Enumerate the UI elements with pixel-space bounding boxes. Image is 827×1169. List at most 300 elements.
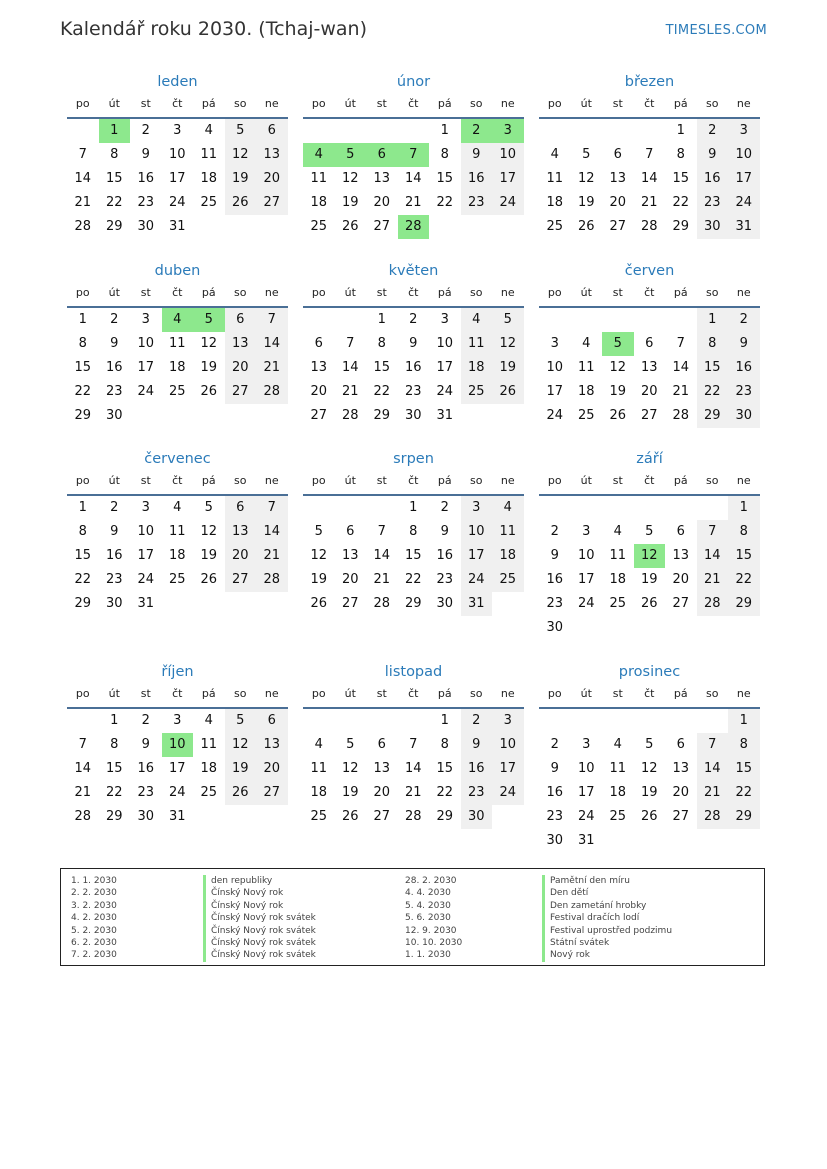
day-cell: 17 [137, 360, 155, 375]
weekday-label: st [612, 286, 623, 299]
weekday-label: po [311, 474, 326, 487]
day-cell: 15 [728, 757, 760, 781]
day-cell: 7 [78, 147, 87, 162]
day-cell: 8 [697, 332, 729, 356]
holiday-name: Čínský Nový rok [203, 900, 316, 912]
day-cell: 4 [613, 524, 622, 539]
day-cell: 9 [728, 332, 760, 356]
day-cell: 13 [310, 360, 328, 375]
day-cell: 29 [74, 408, 92, 423]
weekday-label: po [75, 687, 90, 700]
weekday-label: čt [172, 687, 183, 700]
day-cell: 9 [461, 733, 493, 757]
day-cell: 12 [341, 761, 359, 776]
holiday-day: 10 [162, 733, 194, 757]
day-cell: 13 [672, 761, 690, 776]
weekday-label: čt [644, 97, 655, 110]
legend-names-right [542, 875, 672, 962]
day-cell: 27 [310, 408, 328, 423]
day-cell: 24 [168, 785, 186, 800]
holiday-date: 28. 2. 2030 [405, 876, 457, 886]
day-cell: 25 [168, 384, 186, 399]
day-cell: 1 [78, 312, 87, 327]
weekday-label: po [547, 97, 562, 110]
day-cell: 26 [225, 191, 257, 215]
weekday-label: so [234, 286, 247, 299]
day-cell: 20 [256, 757, 288, 781]
day-cell: 2 [141, 123, 150, 138]
day-cell: 20 [373, 785, 391, 800]
holiday-day: 28 [398, 215, 430, 239]
day-cell: 23 [404, 384, 422, 399]
day-cell: 28 [404, 809, 422, 824]
day-cell: 16 [697, 167, 729, 191]
weekday-label: po [75, 286, 90, 299]
day-cell: 27 [225, 568, 257, 592]
day-cell: 24 [461, 568, 493, 592]
weekday-label: ne [500, 97, 515, 110]
day-cell: 25 [492, 568, 524, 592]
weekday-label: pá [673, 97, 688, 110]
weekday-label: so [706, 97, 719, 110]
day-cell: 22 [404, 572, 422, 587]
day-cell: 28 [672, 408, 690, 423]
day-cell: 20 [672, 785, 690, 800]
day-cell: 21 [256, 356, 288, 380]
holiday-day: 1 [99, 119, 131, 143]
weekday-label: čt [172, 97, 183, 110]
day-cell: 4 [492, 496, 524, 520]
day-cell: 23 [697, 191, 729, 215]
day-cell: 1 [697, 308, 729, 332]
day-cell: 25 [609, 809, 627, 824]
day-cell: 23 [137, 195, 155, 210]
day-cell: 7 [256, 308, 288, 332]
day-cell: 19 [200, 360, 218, 375]
day-cell: 1 [676, 123, 685, 138]
holiday-day: 6 [366, 143, 398, 167]
weekday-label: pá [201, 97, 216, 110]
day-cell: 5 [225, 709, 257, 733]
day-cell: 11 [310, 171, 328, 186]
day-cell: 9 [409, 336, 418, 351]
day-cell: 17 [577, 572, 595, 587]
month-title: prosinec [618, 664, 681, 680]
day-cell: 15 [728, 544, 760, 568]
day-cell: 3 [141, 312, 150, 327]
day-cell: 28 [640, 219, 658, 234]
day-cell: 29 [672, 219, 690, 234]
day-cell: 1 [440, 713, 449, 728]
day-cell: 13 [640, 360, 658, 375]
brand-link[interactable]: TIMESLES.COM [665, 23, 767, 38]
day-cell: 30 [728, 404, 760, 428]
weekday-label: ne [500, 286, 515, 299]
day-cell: 5 [346, 737, 355, 752]
day-cell: 20 [256, 167, 288, 191]
day-cell: 12 [225, 733, 257, 757]
day-cell: 23 [546, 809, 564, 824]
day-cell: 17 [436, 360, 454, 375]
day-cell: 25 [609, 596, 627, 611]
day-cell: 2 [697, 119, 729, 143]
day-cell: 8 [110, 737, 119, 752]
day-cell: 25 [310, 219, 328, 234]
day-cell: 27 [672, 596, 690, 611]
weekday-label: po [547, 687, 562, 700]
day-cell: 20 [341, 572, 359, 587]
day-cell: 12 [225, 143, 257, 167]
weekday-label: ne [264, 97, 279, 110]
day-cell: 23 [105, 572, 123, 587]
day-cell: 27 [373, 219, 391, 234]
day-cell: 25 [200, 195, 218, 210]
holiday-day: 5 [193, 308, 225, 332]
day-cell: 28 [74, 809, 92, 824]
day-cell: 19 [640, 572, 658, 587]
day-cell: 29 [404, 596, 422, 611]
weekday-label: so [234, 97, 247, 110]
weekday-label: so [470, 474, 483, 487]
day-cell: 2 [728, 308, 760, 332]
day-cell: 22 [373, 384, 391, 399]
month-listopad [303, 661, 524, 824]
day-cell: 22 [74, 384, 92, 399]
day-cell: 17 [168, 171, 186, 186]
day-cell: 16 [137, 171, 155, 186]
day-cell: 19 [341, 785, 359, 800]
day-cell: 10 [137, 524, 155, 539]
day-cell: 26 [225, 781, 257, 805]
day-cell: 3 [173, 713, 182, 728]
day-cell: 5 [314, 524, 323, 539]
day-cell: 10 [577, 761, 595, 776]
day-cell: 4 [173, 500, 182, 515]
day-cell: 5 [645, 524, 654, 539]
weekday-label: pá [673, 474, 688, 487]
day-cell: 12 [200, 524, 218, 539]
day-cell: 12 [492, 332, 524, 356]
weekday-label: ne [736, 687, 751, 700]
day-cell: 19 [640, 785, 658, 800]
day-cell: 6 [346, 524, 355, 539]
day-cell: 20 [609, 195, 627, 210]
holiday-day: 4 [162, 308, 194, 332]
day-cell: 24 [577, 809, 595, 824]
day-cell: 6 [256, 119, 288, 143]
day-cell: 13 [373, 171, 391, 186]
day-cell: 29 [373, 408, 391, 423]
weekday-label: út [108, 474, 120, 487]
weekday-header [67, 282, 288, 308]
day-cell: 22 [436, 195, 454, 210]
holiday-day: 5 [335, 143, 367, 167]
day-cell: 24 [546, 408, 564, 423]
day-cell: 17 [461, 544, 493, 568]
day-cell: 27 [256, 191, 288, 215]
month-title: září [636, 451, 663, 467]
day-cell: 4 [461, 308, 493, 332]
day-cell: 10 [546, 360, 564, 375]
day-cell: 22 [728, 568, 760, 592]
day-cell: 18 [609, 572, 627, 587]
holiday-name: Čínský Nový rok svátek [203, 925, 316, 937]
holiday-name: Čínský Nový rok [203, 887, 316, 899]
weekday-label: pá [673, 687, 688, 700]
day-cell: 18 [310, 785, 328, 800]
day-cell: 26 [200, 572, 218, 587]
holiday-date: 6. 2. 2030 [71, 937, 117, 948]
day-cell: 22 [436, 785, 454, 800]
day-cell: 12 [609, 360, 627, 375]
day-cell: 14 [404, 761, 422, 776]
holiday-name: Festival dračích lodí [542, 912, 672, 924]
day-cell: 14 [256, 520, 288, 544]
weekday-label: út [580, 687, 592, 700]
day-cell: 6 [645, 336, 654, 351]
weekday-header [67, 683, 288, 709]
month-červenec [67, 448, 288, 611]
weekday-label: út [344, 687, 356, 700]
day-cell: 16 [461, 167, 493, 191]
holiday-date: 5. 4. 2030 [405, 900, 451, 911]
day-cell: 9 [141, 147, 150, 162]
day-cell: 18 [492, 544, 524, 568]
day-cell: 7 [697, 733, 729, 757]
holiday-name: Den dětí [542, 887, 672, 899]
day-cell: 3 [440, 312, 449, 327]
day-cell: 31 [577, 833, 595, 848]
day-cell: 13 [256, 733, 288, 757]
day-cell: 20 [225, 356, 257, 380]
day-cell: 23 [137, 785, 155, 800]
day-cell: 7 [676, 336, 685, 351]
day-cell: 21 [640, 195, 658, 210]
day-cell: 24 [168, 195, 186, 210]
weekday-label: st [612, 474, 623, 487]
legend-names-left [203, 875, 316, 962]
weekday-label: po [75, 474, 90, 487]
day-cell: 18 [461, 356, 493, 380]
day-cell: 23 [461, 191, 493, 215]
day-cell: 24 [492, 781, 524, 805]
holiday-date: 5. 2. 2030 [71, 925, 117, 936]
day-cell: 15 [404, 548, 422, 563]
day-cell: 25 [310, 809, 328, 824]
weekday-label: út [108, 286, 120, 299]
weekday-label: ne [736, 286, 751, 299]
day-cell: 1 [377, 312, 386, 327]
day-cell: 20 [225, 544, 257, 568]
day-cell: 5 [225, 119, 257, 143]
holiday-day: 4 [303, 143, 335, 167]
day-cell: 24 [137, 572, 155, 587]
day-cell: 6 [225, 308, 257, 332]
day-cell: 26 [341, 219, 359, 234]
holiday-name: Státní svátek [542, 937, 672, 949]
day-cell: 26 [577, 219, 595, 234]
weekday-label: st [612, 687, 623, 700]
day-cell: 28 [697, 592, 729, 616]
day-cell: 10 [728, 143, 760, 167]
weekday-label: so [706, 286, 719, 299]
day-cell: 30 [105, 408, 123, 423]
month-title: únor [396, 74, 431, 90]
day-cell: 29 [728, 805, 760, 829]
day-cell: 25 [200, 785, 218, 800]
month-title: leden [157, 74, 198, 90]
day-cell: 27 [225, 380, 257, 404]
month-únor [303, 71, 524, 234]
weekday-label: pá [201, 687, 216, 700]
weekday-label: po [311, 97, 326, 110]
weekday-label: so [470, 687, 483, 700]
day-cell: 9 [141, 737, 150, 752]
day-cell: 22 [105, 195, 123, 210]
weekday-label: čt [408, 474, 419, 487]
day-cell: 29 [436, 809, 454, 824]
day-cell: 31 [168, 809, 186, 824]
weekday-header [303, 470, 524, 496]
day-cell: 27 [672, 809, 690, 824]
day-cell: 30 [546, 833, 564, 848]
weekday-label: ne [500, 474, 515, 487]
day-cell: 10 [461, 520, 493, 544]
month-title: duben [154, 263, 201, 279]
day-cell: 3 [141, 500, 150, 515]
holiday-name: Nový rok [542, 949, 672, 961]
day-cell: 16 [137, 761, 155, 776]
day-cell: 5 [492, 308, 524, 332]
day-cell: 17 [492, 757, 524, 781]
day-cell: 14 [373, 548, 391, 563]
day-cell: 13 [256, 143, 288, 167]
day-cell: 18 [546, 195, 564, 210]
day-cell: 21 [341, 384, 359, 399]
day-cell: 11 [577, 360, 595, 375]
day-cell: 29 [105, 219, 123, 234]
holiday-name: Den zametání hrobky [542, 900, 672, 912]
day-cell: 16 [546, 572, 564, 587]
day-cell: 29 [728, 592, 760, 616]
day-cell: 14 [404, 171, 422, 186]
holiday-day: 7 [398, 143, 430, 167]
day-cell: 3 [492, 709, 524, 733]
weekday-label: út [580, 286, 592, 299]
day-cell: 14 [341, 360, 359, 375]
day-cell: 17 [137, 548, 155, 563]
day-cell: 30 [137, 809, 155, 824]
day-cell: 2 [110, 500, 119, 515]
day-cell: 12 [310, 548, 328, 563]
day-cell: 4 [314, 737, 323, 752]
day-cell: 18 [310, 195, 328, 210]
month-title: listopad [384, 664, 443, 680]
weekday-header [539, 470, 760, 496]
day-cell: 3 [582, 737, 591, 752]
day-cell: 19 [310, 572, 328, 587]
day-cell: 22 [672, 195, 690, 210]
day-cell: 9 [110, 336, 119, 351]
legend-dates-left [71, 875, 117, 962]
day-cell: 6 [256, 709, 288, 733]
weekday-label: st [612, 97, 623, 110]
day-cell: 2 [550, 737, 559, 752]
day-cell: 2 [550, 524, 559, 539]
day-cell: 3 [728, 119, 760, 143]
weekday-label: čt [408, 286, 419, 299]
holiday-date: 1. 1. 2030 [71, 876, 117, 886]
day-cell: 27 [609, 219, 627, 234]
day-cell: 5 [645, 737, 654, 752]
weekday-label: po [75, 97, 90, 110]
holiday-date: 2. 2. 2030 [71, 888, 117, 899]
weekday-label: so [470, 97, 483, 110]
weekday-label: ne [736, 474, 751, 487]
holiday-legend [60, 868, 765, 966]
day-cell: 26 [609, 408, 627, 423]
day-cell: 26 [640, 596, 658, 611]
holiday-name: Čínský Nový rok svátek [203, 949, 316, 961]
day-cell: 18 [168, 360, 186, 375]
day-cell: 1 [78, 500, 87, 515]
day-cell: 11 [168, 524, 186, 539]
day-cell: 21 [74, 785, 92, 800]
weekday-label: po [547, 474, 562, 487]
day-cell: 24 [577, 596, 595, 611]
day-cell: 8 [78, 524, 87, 539]
legend-dates-right [405, 875, 462, 962]
weekday-label: út [344, 286, 356, 299]
day-cell: 31 [168, 219, 186, 234]
weekday-label: ne [264, 286, 279, 299]
day-cell: 9 [550, 548, 559, 563]
day-cell: 8 [78, 336, 87, 351]
day-cell: 11 [461, 332, 493, 356]
day-cell: 6 [377, 737, 386, 752]
month-prosinec [539, 661, 760, 848]
day-cell: 24 [728, 191, 760, 215]
weekday-label: ne [264, 687, 279, 700]
page-title: Kalendář roku 2030. (Tchaj-wan) [60, 18, 367, 40]
day-cell: 11 [609, 761, 627, 776]
weekday-label: st [376, 286, 387, 299]
month-srpen [303, 448, 524, 611]
weekday-label: so [706, 474, 719, 487]
day-cell: 16 [728, 356, 760, 380]
day-cell: 31 [436, 408, 454, 423]
day-cell: 2 [110, 312, 119, 327]
day-cell: 15 [436, 761, 454, 776]
weekday-label: pá [201, 286, 216, 299]
weekday-label: st [376, 97, 387, 110]
day-cell: 13 [225, 332, 257, 356]
day-cell: 8 [440, 147, 449, 162]
day-cell: 4 [550, 147, 559, 162]
month-září [539, 448, 760, 635]
day-cell: 6 [314, 336, 323, 351]
day-cell: 6 [225, 496, 257, 520]
day-cell: 14 [697, 757, 729, 781]
day-cell: 16 [546, 785, 564, 800]
day-cell: 1 [409, 500, 418, 515]
day-cell: 25 [546, 219, 564, 234]
day-cell: 9 [550, 761, 559, 776]
holiday-day: 12 [634, 544, 666, 568]
day-cell: 2 [440, 500, 449, 515]
day-cell: 16 [404, 360, 422, 375]
day-cell: 19 [200, 548, 218, 563]
